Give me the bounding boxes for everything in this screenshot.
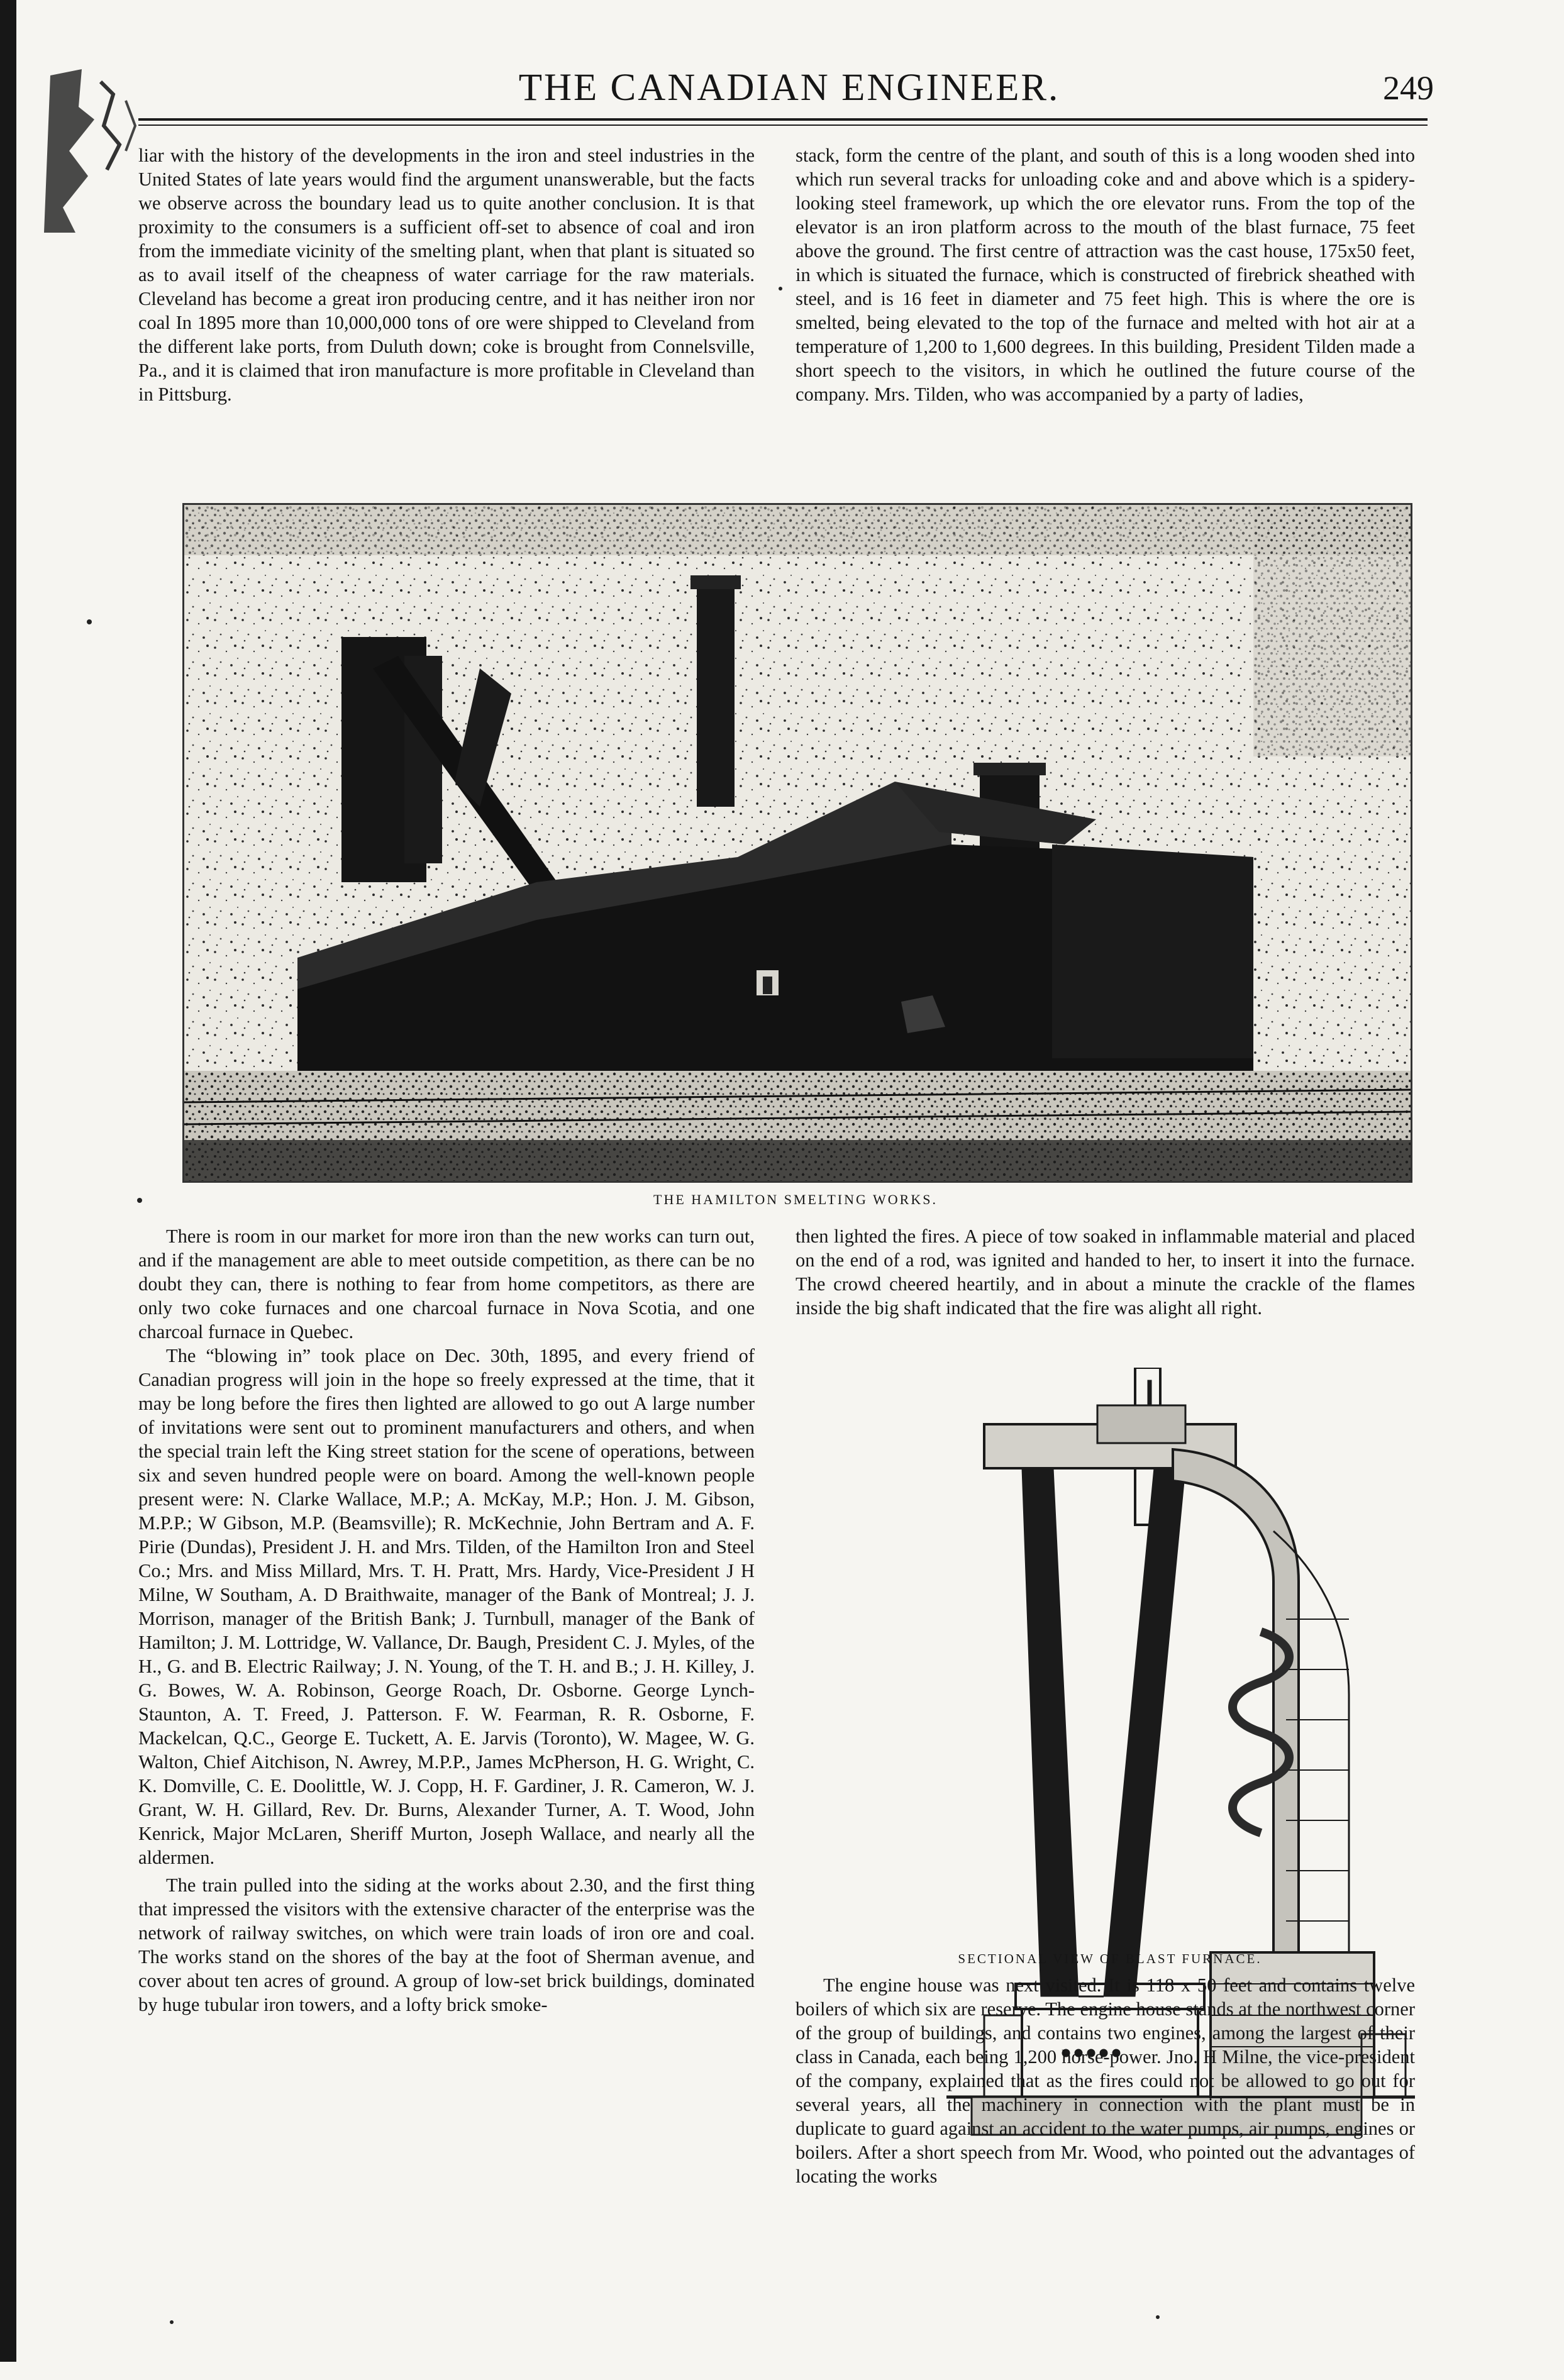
hamilton-smelting-works-photo xyxy=(182,503,1412,1183)
stray-ink-mark xyxy=(1156,2315,1160,2319)
photo-caption: THE HAMILTON SMELTING WORKS. xyxy=(653,1192,938,1207)
smelting-works-engraving xyxy=(184,505,1411,1181)
binding-damage-mark xyxy=(44,69,145,233)
stray-ink-mark xyxy=(87,619,92,624)
figure-caption: SECTIONAL VIEW OF BLAST FURNACE. xyxy=(958,1951,1262,1966)
paragraph: stack, form the centre of the plant, and south of this is a long wooden shed into which run several tracks for unloading coke and and above which is a spidery-looking steel framework, up which the ore elevator runs. From the top of the elevator is an iron platform across to the mouth of the blast furnace, 75 feet above the ground. The first centre of attraction was the cast house, 175x50 feet, in which is situated the furnace, which is constructed of firebrick sheathed with steel, and is 16 feet in diameter and 75 feet high. This is where the ore is smelted, being elevated to the top of the furnace and melted with hot air at a temperature of 1,200 to 1,600 degrees. In this building, President Tilden made a short speech to the visitors, in which he outlined the future course of the company. Mrs. Tilden, who was accompanied by a party of ladies, xyxy=(796,145,1415,405)
bottom-right-lower-column xyxy=(796,1973,1415,2188)
page-binding-edge xyxy=(0,0,16,2362)
paragraph: There is room in our market for more iron than the new works can turn out, and if the management are able to meet outside competition, as there can be no doubt they can, there is nothing to fear from home competitors, as there are only two coke furnaces and one charcoal furnace in Nova Scotia, and one charcoal furnace in Quebec. xyxy=(138,1226,755,1342)
paragraph: then lighted the fires. A piece of tow soaked in inflammable material and placed on the end of a rod, was ignited and handed to her, to insert it into the furnace. The crowd cheered heartily, and in about a minute the crackle of the flames inside the big shaft indicated that the fire was alight all right. xyxy=(796,1226,1415,1319)
stray-ink-mark xyxy=(779,287,782,291)
bottom-right-upper-column xyxy=(796,1224,1415,1320)
paragraph: The “blowing in” took place on Dec. 30th, 1895, and every friend of Canadian progress will join in the hope so freely expressed at the time, that it may be long before the fires then lighted are allowed to go out A large number of invitations were sent out to prominent manufacturers and others, and when the special train left the King street station for the scene of operations, between six and seven hundred people were on board. Among the well-known people present were: N. Clarke Wallace, M.P.; A. McKay, M.P.; Hon. J. M. Gibson, M.P.P.; W Gibson, M.P. (Beamsville); R. McKechnie, John Bertram and A. F. Pirie (Dundas), President J. H. and Mrs. Tilden, of the Hamilton Iron and Steel Co.; Mrs. and Miss Millard, Mrs. T. H. Pratt, Mrs. Hardy, Vice-President J H Milne, W Southam, A. D Braithwaite, manager of the Bank of Montreal; J. J. Morrison, manager of the British Bank; J. Turnbull, manager of the Bank of Hamilton; J. M. Lottridge, W. Vallance, Dr. Baugh, President C. J. Myles, of the H., G. and B. Electric Railway; J. N. Young, of the T. H. and B.; J. H. Killey, J. G. Bowes, W. A. Robinson, George Roach, Dr. Osborne. George Lynch-Staunton, A. T. Freed, J. Patterson. F. W. Fearman, R. R. Osborne, F. Mackelcan, Q.C., George E. Tuckett, A. E. Jarvis (Toronto), W. Magee, W. G. Walton, Chief Aitchison, N. Awrey, M.P.P., James McPherson, H. G. Wright, C. K. Domville, C. E. Doolittle, W. J. Copp, H. F. Gardiner, J. R. Cameron, W. J. Grant, W. H. Gillard, Rev. Dr. Burns, Alexander Turner, A. T. Wood, John Kenrick, Major McLaren, Sheriff Murton, Joseph Wallace, and nearly all the aldermen. xyxy=(138,1345,755,1868)
stray-ink-mark xyxy=(137,1198,142,1203)
top-left-column xyxy=(138,143,755,406)
paragraph: liar with the history of the developments in the iron and steel industries in the United States of late years would find the argument unanswerable, but the facts we observe across the boundary lead us to quite another conclusion. It is that proximity to the consumers is a sufficient off-set to absence of coal and iron from the immediate vicinity of the smelting plant, when that plant is situated so as to avail itself of the cheapness of water carriage for the raw materials. Cleveland has become a great iron producing centre, and it has neither iron nor coal In 1895 more than 10,000,000 tons of ore were shipped to Cleveland from the different lake ports, from Duluth down; coke is brought from Connelsville, Pa., and it is claimed that iron manufacture is more profitable in Cleveland than in Pittsburg. xyxy=(138,145,755,405)
bottom-left-column xyxy=(138,1224,755,2017)
page-number: 249 xyxy=(1383,69,1434,107)
paragraph: The train pulled into the siding at the works about 2.30, and the first thing that impressed the visitors with the extensive character of the enterprise was the network of railway switches, on which were train loads of iron ore and coal. The works stand on the shores of the bay at the foot of Sherman avenue, and cover about ten acres of ground. A group of low-set brick buildings, dominated by huge tubular iron towers, and a lofty brick smoke- xyxy=(138,1874,755,2015)
blast-furnace-section-drawing xyxy=(946,1368,1415,2377)
stray-ink-mark xyxy=(170,2320,174,2324)
page-header xyxy=(145,63,1434,123)
journal-title: THE CANADIAN ENGINEER. xyxy=(518,67,1060,109)
header-rule-top xyxy=(138,118,1428,121)
header-rule-bottom xyxy=(138,125,1428,126)
paragraph: The engine house was next visited. It is 118 x 50 feet and contains twelve boilers of which six are reserve. The engine house stands at the northwest corner of the group of buildings, and contains two engines, among the largest of their class in Canada, each being 1,200 horse-power. Jno. H Milne, the vice-president of the company, explained that as the fires could not be allowed to go out for several years, all the machinery in connection with the plant must be in duplicate to guard against an accident to the water pumps, air pumps, engines or boilers. After a short speech from Mr. Wood, who pointed out the advantages of locating the works xyxy=(796,1974,1415,2187)
top-right-column xyxy=(796,143,1415,406)
blast-furnace-figure xyxy=(946,1368,1415,2377)
